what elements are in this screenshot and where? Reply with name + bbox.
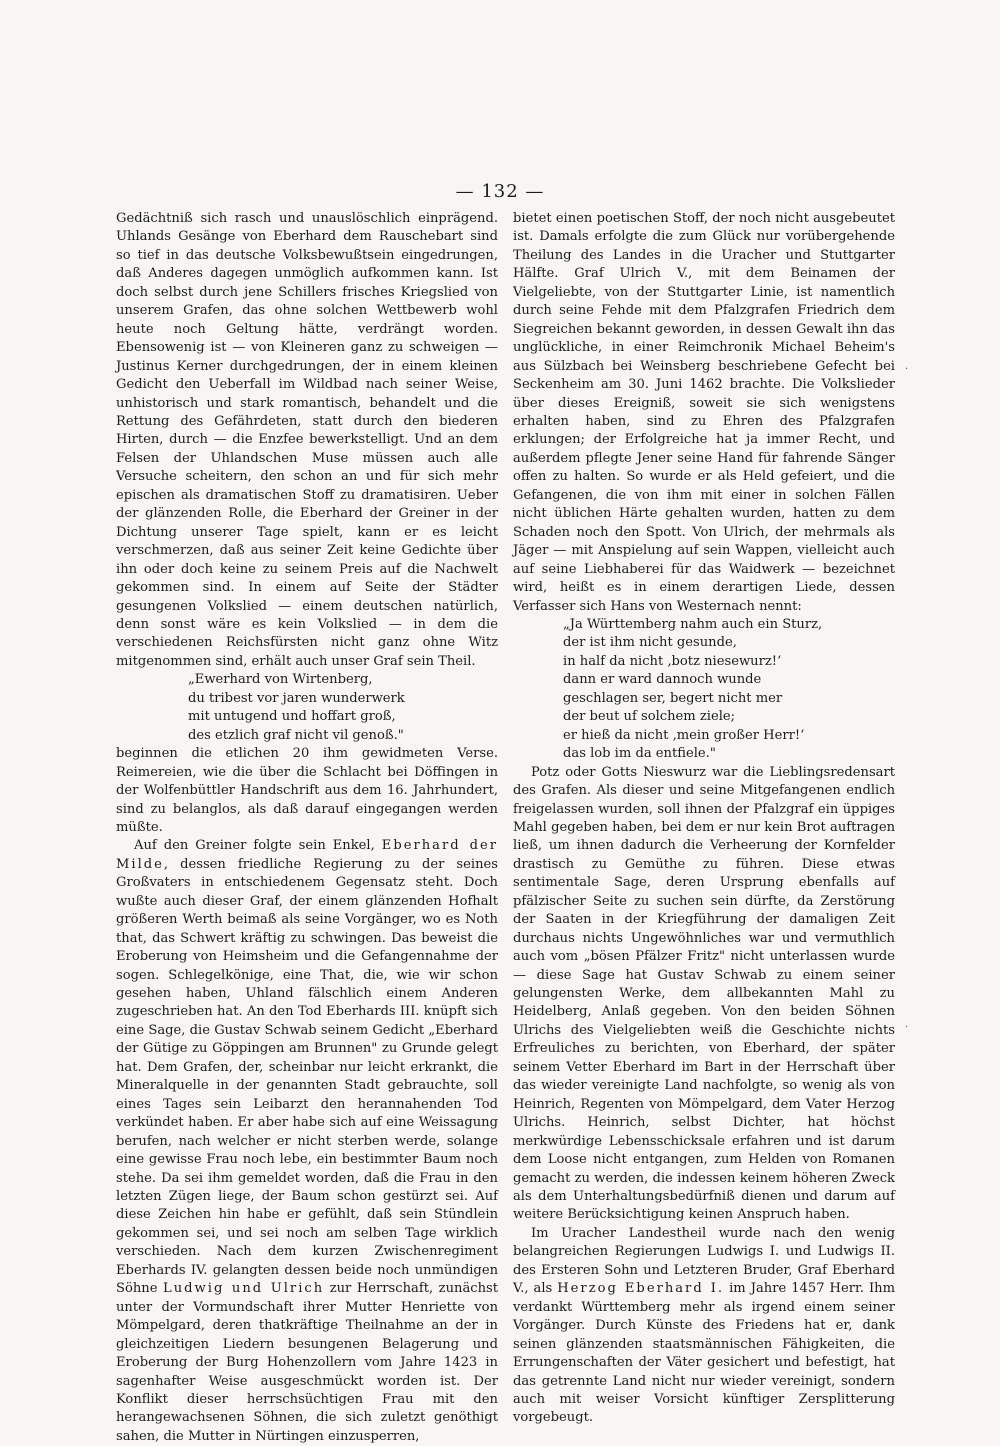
spaced-name: Ludwig und Ulrich bbox=[163, 1281, 325, 1297]
paragraph bbox=[513, 1225, 895, 1428]
paragraph: beginnen die etlichen 20 ihm gewidmeten Verse. Reimereien, wie die über die Schlacht bei Döffingen in der Wolfenbüttler Handschrift aus dem 16. Jahrhundert, sind zu belanglos, als daß darauf eingegangen werden müßte. bbox=[116, 746, 498, 835]
margin-dot: · bbox=[905, 1022, 909, 1033]
right-column bbox=[513, 210, 895, 1428]
verse-block bbox=[188, 671, 498, 745]
verse-line: „Ewerhard von Wirtenberg, bbox=[188, 672, 373, 688]
verse-line: er hieß da nicht ‚mein großer Herr!‘ bbox=[563, 727, 805, 743]
paragraph bbox=[116, 837, 498, 1446]
verse-line: der ist ihm nicht gesunde, bbox=[563, 635, 737, 651]
spaced-name: Herzog Eberhard I. bbox=[557, 1281, 725, 1297]
verse-line: geschlagen ser, begert nicht mer bbox=[563, 690, 783, 706]
text-run: , dessen friedliche Regierung zu der seines Großvaters in entschiedenem Gegensatz steht. Doch wußte auch dieser Graf, der einem glänzenden Hofhalt größeren Werth beimaß als seine Vorgänger, wo es Noth that, das Schwert kräftig zu schwingen. Das beweist die Eroberung von Heimsheim und die Gefangennahme der sogen. Schlegelkönige, eine That, die, wie wir schon gesehen haben, Uhland fälschlich einem Anderen zugeschrieben hat. An den Tod Eberhards III. knüpft sich eine Sage, die Gustav Schwab seinem Gedicht „Eberhard der Gütige zu Göppingen am Brunnen" zu Grunde gelegt hat. Dem Grafen, der, scheinbar nur leicht erkrankt, die Mineralquelle in der genannten Stadt gebrauchte, soll eines Tages sein Leibarzt den herannahenden Tod verkündet haben. Er aber habe sich auf eine Weissagung berufen, nach welcher er nicht sterben werde, solange eine gewisse Frau noch lebe, ein bestimmter Baum noch stehe. Da sei ihm gemeldet worden, daß die Frau in den letzten Zügen liege, der Baum schon gestürzt sei. Auf diese Zeichen hin habe er gefühlt, daß sein Stündlein gekommen sei, und sei noch am selben Tage wirklich verschieden. Nach dem kurzen Zwischenregiment Eberhards IV. gelangten dessen beide noch unmündigen Söhne bbox=[116, 856, 498, 1297]
verse-line: „Ja Württemberg nahm auch ein Sturz, bbox=[563, 616, 823, 632]
text-run: im Jahre 1457 Herr. Ihm verdankt Württemberg mehr als irgend einem seiner Vorgänger. Durch Künste des Friedens hat er, dank seinen glänzenden staatsmännischen Fähigkeiten, die Errungenschaften der Väter gesichert und befestigt, hat das getrennte Land nicht nur wieder vereinigt, sondern auch mit weiser Vorsicht künftiger Zersplitterung vorgebeugt. bbox=[513, 1281, 896, 1426]
text-run: zur Herrschaft, zunächst unter der Vormundschaft ihrer Mutter Henriette von Mömpelgard, deren thatkräftige Theilnahme an der in gleichzeitigen Liedern besungenen Belagerung und Eroberung der Burg Hohenzollern vom Jahre 1423 in sagenhafter Weise ausgeschmückt worden ist. Der Konflikt dieser herrschsüchtigen Frau mit den herangewachsenen Söhnen, die sich zuletzt genöthigt sahen, die Mutter in Nürtingen einzusperren, bbox=[116, 1281, 499, 1444]
verse-line: des etzlich graf nicht vil genoß." bbox=[188, 727, 404, 743]
verse-line: in half da nicht ‚botz niesewurz!‘ bbox=[563, 653, 782, 669]
spaced-name: Eberhard der Milde bbox=[116, 838, 498, 872]
paragraph: Potz oder Gotts Nieswurz war die Lieblingsredensart des Grafen. Als dieser und seine Mitgefangenen endlich freigelassen wurden, soll ihnen der Pfalzgraf ein üppiges Mahl gegeben haben, bei dem er nur kein Brot auftragen ließ, um ihnen dadurch die Verheerung der Kornfelder drastisch zu Gemüthe zu führen. Diese etwas sentimentale Sage, deren Ursprung ebenfalls auf pfälzischer Seite zu suchen sein dürfte, da Zerstörung der Saaten in der Kriegführung der damaligen Zeit durchaus nichts Ungewöhnliches war und vermuthlich auch vom „bösen Pfälzer Fritz" nicht unterlassen wurde — diese Sage hat Gustav Schwab zu einem seiner gelungensten Werke, dem allbekannten Mahl zu Heidelberg, Anlaß gegeben. Von den beiden Söhnen Ulrichs des Vielgeliebten weiß die Geschichte nichts Erfreuliches zu berichten, von Eberhard, der später seinem Vetter Eberhard im Bart in der Herrschaft über das wieder vereinigte Land nachfolgte, so wenig als von Heinrich, Regenten von Mömpelgard, dem Vater Herzog Ulrichs. Heinrich, selbst Dichter, hat höchst merkwürdige Lebensschicksale erfahren und ist darum dem Loose nicht entgangen, zum Helden von Romanen gemacht zu werden, die indessen keinem höheren Zweck als dem Unterhaltungsbedürfniß dienen und darum auf weitere Berücksichtigung keinen Anspruch haben. bbox=[513, 764, 895, 1223]
verse-line: mit untugend und hoffart groß, bbox=[188, 709, 396, 725]
margin-dot: · bbox=[905, 364, 909, 375]
verse-line: das lob im da entfiele." bbox=[563, 746, 716, 762]
left-column bbox=[116, 210, 498, 1446]
text-run: Auf den Greiner folgte sein Enkel, bbox=[134, 838, 375, 854]
verse-line: der beut uf solchem ziele; bbox=[563, 709, 736, 725]
text-run: Im Uracher Landestheil wurde nach den wenig belangreichen Regierungen Ludwigs I. und Ludwigs II. des Ersteren Sohn und Letzteren Bruder, Graf Eberhard V., als bbox=[513, 1225, 895, 1297]
paragraph: Gedächtniß sich rasch und unauslöschlich einprägend. Uhlands Gesänge von Eberhard dem Rauschebart sind so tief in das deutsche Volksbewußtsein eingedrungen, daß Anderes dagegen unmöglich aufkommen kann. Ist doch selbst durch jene Schillers frisches Kriegslied von unserem Grafen, das ohne solchen Wettbewerb wohl heute noch Geltung hätte, verdrängt worden. Ebensowenig ist — von Kleineren ganz zu schweigen — Justinus Kerner durchgedrungen, der in einem kleinen Gedicht den Ueberfall im Wildbad nach seiner Weise, unhistorisch und stark romantisch, behandelt und die Rettung des Gefährdeten, statt durch den biederen Hirten, durch — die Enzfee bewerkstelligt. Und an dem Felsen der Uhlandschen Muse müssen auch alle Versuche scheitern, den schon an und für sich mehr epischen als dramatischen Stoff zu dramatisiren. Ueber der glänzenden Rolle, die Eberhard der Greiner in der Dichtung unserer Tage spielt, kann er es leicht verschmerzen, daß aus seiner Zeit keine Gedichte über ihn oder doch keine zu seinem Preis auf die Nachwelt gekommen sind. In einem auf Seite der Städter gesungenen Volkslied — einem deutschen natürlich, denn sonst wäre es kein Volkslied — in dem die verschiedenen Reichsfürsten nicht ganz ohne Witz mitgenommen sind, erhält auch unser Graf sein Theil. bbox=[116, 211, 498, 669]
verse-line: du tribest vor jaren wunderwerk bbox=[188, 690, 405, 706]
verse-block bbox=[563, 616, 895, 764]
paragraph: bietet einen poetischen Stoff, der noch nicht ausgebeutet ist. Damals erfolgte die zum Glück nur vorübergehende Theilung des Landes in die Uracher und Stuttgarter Hälfte. Graf Ulrich V., mit dem Beinamen der Vielgeliebte, von der Stuttgarter Linie, ist namentlich durch seine Fehde mit dem Pfalzgrafen Friedrich dem Siegreichen bekannt geworden, in dessen Gewalt ihn das unglückliche, in einer Reimchronik Michael Beheim's aus Sülzbach bei Weinsberg beschriebene Gefecht bei Seckenheim am 30. Juni 1462 brachte. Die Volkslieder über dieses Ereigniß, soweit sie sich wenigstens erhalten haben, sind zu Ehren des Pfalzgrafen erklungen; der Erfolgreiche hat ja immer Recht, und außerdem pflegte Jener seine Hand für fahrende Sänger offen zu halten. So wurde er als Held gefeiert, und die Gefangenen, die von ihm mit einer in solchen Fällen nicht üblichen Härte gehalten wurden, hatten zu dem Schaden noch den Spott. Von Ulrich, der mehrmals als Jäger — mit Anspielung auf sein Wappen, vielleicht auch auf seine Liebhaberei für das Waidwerk — bezeichnet wird, heißt es in einem derartigen Liede, dessen Verfasser sich Hans von Westernach nennt: bbox=[513, 211, 895, 614]
verse-line: dann er ward dannoch wunde bbox=[563, 672, 762, 688]
page-number: — 132 — bbox=[455, 181, 545, 202]
